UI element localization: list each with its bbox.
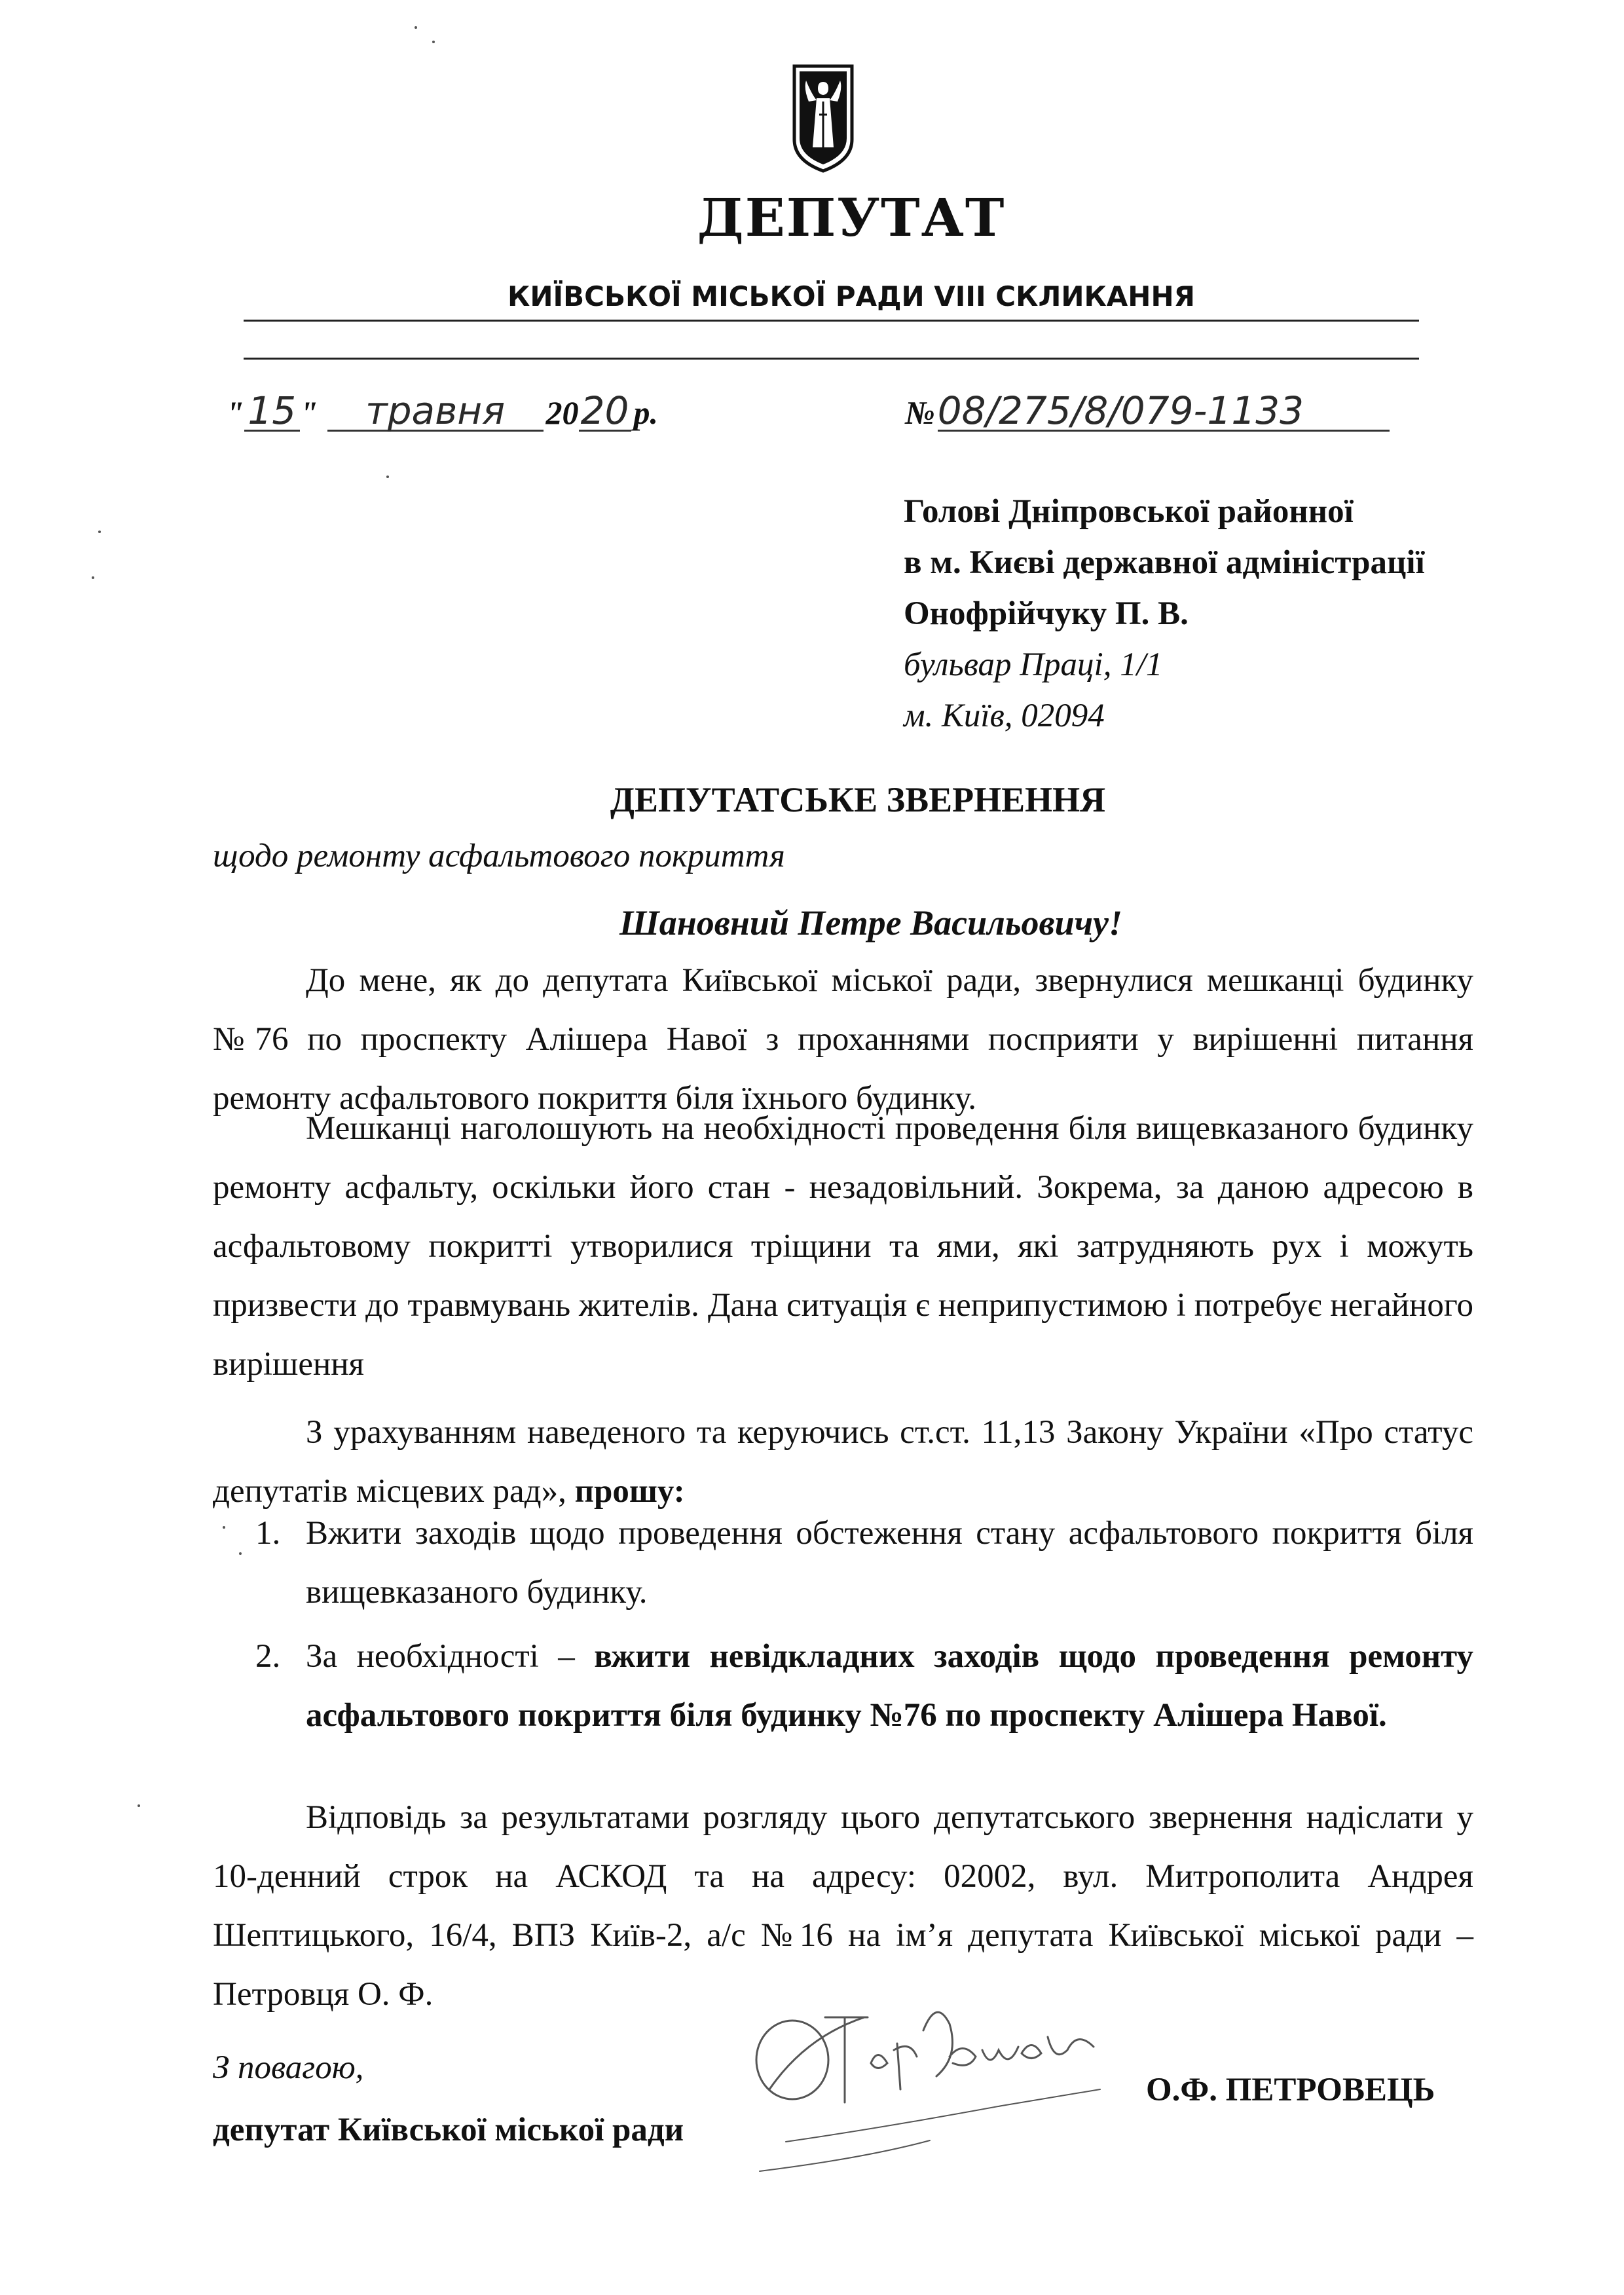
request-text: Вжити заходів щодо проведення обстеження стану асфальтового покриття біля вищевказаного будинку. — [306, 1515, 1473, 1611]
request-item — [213, 1504, 1473, 1622]
page-title: ДЕПУТАТ — [697, 187, 1006, 248]
request-text: За необхідності – — [306, 1638, 575, 1675]
document-subject: щодо ремонту асфальтового покриття — [213, 838, 785, 874]
request-list — [213, 1504, 1473, 1745]
handwritten-signature — [747, 1991, 1153, 2194]
scan-speck — [239, 1552, 242, 1555]
header-divider-bottom — [244, 358, 1419, 360]
greeting: Шановний Петре Васильовичу! — [619, 903, 1123, 942]
signatory-name: О.Ф. ПЕТРОВЕЦЬ — [1146, 2072, 1435, 2108]
closing-regards: З повагою, — [213, 2049, 364, 2086]
closing-block — [213, 2037, 684, 2161]
date-year-prefix: 20 — [545, 394, 579, 431]
document-title: ДЕПУТАТСЬКЕ ЗВЕРНЕННЯ — [610, 780, 1106, 819]
addressee-street: бульвар Праці, 1/1 — [904, 646, 1163, 683]
addressee-name: Онофрійчуку П. В. — [904, 595, 1189, 632]
scan-speck — [138, 1804, 140, 1807]
request-item — [213, 1627, 1473, 1745]
date-year: 20 — [579, 392, 631, 432]
kyiv-coat-of-arms-icon — [790, 62, 856, 174]
scan-speck — [98, 531, 101, 533]
addressee-block — [904, 486, 1425, 741]
date-month: травня — [327, 392, 544, 432]
reference-number: 08/275/8/079-1133 — [938, 392, 1390, 432]
addressee-line-1: Голові Дніпровської районної — [904, 493, 1354, 530]
number-prefix: № — [905, 394, 935, 431]
addressee-line-2: в м. Києві державної адміністрації — [904, 544, 1425, 581]
header-divider-top — [244, 320, 1419, 322]
date-year-suffix: р. — [633, 394, 659, 431]
request-number: 1. — [255, 1515, 281, 1552]
request-number: 2. — [255, 1638, 281, 1675]
date-line: "15 " травня 2020 р. — [226, 388, 659, 433]
paragraph-1: До мене, як до депутата Київської міської ради, звернулися мешканці будинку №76 по проспекту Алішера Навої з проханнями посприяти у вирішенні питання ремонту асфальтового покриття біля їхнього будинку. — [213, 962, 1473, 1117]
scan-speck — [92, 576, 94, 579]
request-bold-text: вжити невідкладних заходів щодо проведення ремонту асфальтового покриття біля будинку №76 по проспекту Алішера Навої. — [306, 1638, 1474, 1734]
reference-number-line — [905, 388, 1390, 433]
paragraph-3-bold: прошу: — [574, 1473, 685, 1510]
scan-speck — [415, 26, 417, 29]
paragraph-3-text: З урахуванням наведеного та керуючись ст.ст. 11,13 Закону України «Про статус депутатів місцевих рад», — [213, 1414, 1473, 1510]
scan-speck — [223, 1526, 225, 1529]
scan-speck — [386, 476, 389, 478]
closing-position: депутат Київської міської ради — [213, 2112, 684, 2148]
response-paragraph: Відповідь за результатами розгляду цього депутатського звернення надіслати у 10-денний строк на АСКОД та на адресу: 02002, вул. Митрополита Андрея Шептицького, 16/4, ВПЗ Київ-2, а/с №16 на ім’я депутата Київської міської ради – Петровця О. Ф. — [213, 1799, 1473, 2013]
date-day: 15 — [244, 392, 300, 432]
scan-speck — [432, 41, 435, 43]
addressee-city: м. Київ, 02094 — [904, 698, 1105, 734]
paragraph-2: Мешканці наголошують на необхідності проведення біля вищевказаного будинку ремонту асфальту, оскільки його стан - незадовільний. Зокрема, за даною адресою в асфальтовому покритті утворилися тріщини та ями, які затрудняють рух і можуть призвести до травмувань жителів. Дана ситуація є неприпустимою і потребує негайного вирішення — [213, 1110, 1473, 1383]
page-subtitle: КИЇВСЬКОЇ МІСЬКОЇ РАДИ VIII СКЛИКАННЯ — [507, 280, 1195, 312]
paragraph-3 — [213, 1403, 1473, 1521]
